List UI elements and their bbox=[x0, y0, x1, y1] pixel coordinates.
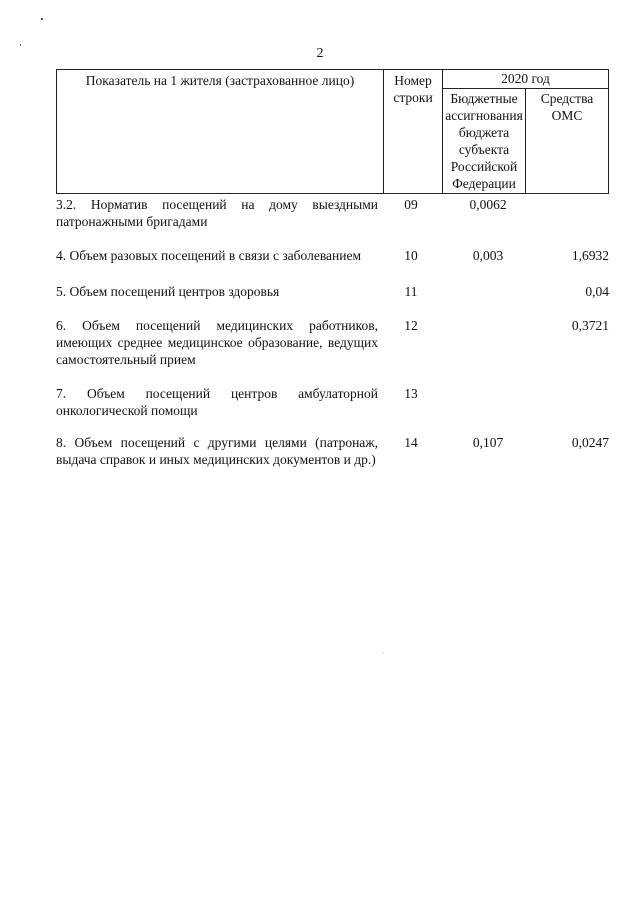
table-row bbox=[56, 385, 609, 419]
scan-speck bbox=[41, 18, 43, 20]
header-row-number: Номер строки bbox=[384, 70, 443, 194]
row-label: 5. Объем посещений центров здоровья bbox=[56, 284, 280, 299]
row-oms-value: 0,0247 bbox=[571, 435, 609, 450]
row-number: 14 bbox=[404, 435, 418, 450]
row-label: 6. Объем посещений медицинских работников, имеющих среднее медицинское образование, ведущих самостоятельный прием bbox=[56, 318, 378, 367]
row-number: 09 bbox=[404, 197, 418, 212]
row-budget-value: 0,003 bbox=[472, 248, 504, 263]
header-oms: Средства ОМС bbox=[526, 89, 609, 194]
row-label: 8. Объем посещений с другими целями (патронаж, выдача справок и иных медицинских документов и др.) bbox=[56, 435, 378, 467]
row-budget-value: 0,107 bbox=[472, 435, 504, 450]
row-oms-value: 0,04 bbox=[585, 284, 609, 299]
row-number: 12 bbox=[404, 318, 418, 333]
row-number: 10 bbox=[404, 248, 418, 263]
page-number: 2 bbox=[316, 46, 324, 61]
row-label: 4. Объем разовых посещений в связи с заболеванием bbox=[56, 248, 361, 263]
header-year: 2020 год bbox=[443, 70, 609, 89]
row-number: 13 bbox=[404, 386, 418, 401]
row-oms-value: 1,6932 bbox=[571, 248, 609, 263]
table-row bbox=[56, 247, 609, 264]
row-oms-value: 0,3721 bbox=[571, 318, 609, 333]
row-budget-value: 0,0062 bbox=[469, 197, 507, 212]
header-indicator: Показатель на 1 жителя (застрахованное лицо) bbox=[57, 70, 384, 194]
row-label: 7. Объем посещений центров амбулаторной онкологической помощи bbox=[56, 386, 378, 418]
table-row bbox=[56, 317, 609, 368]
row-number: 11 bbox=[404, 284, 418, 299]
table-row bbox=[56, 196, 609, 230]
header-budget: Бюджетные ассигнования бюджета субъекта Российской Федерации bbox=[443, 89, 526, 194]
table-body bbox=[56, 196, 609, 484]
table-row bbox=[56, 434, 609, 468]
scan-speck bbox=[383, 652, 384, 653]
row-label: 3.2. Норматив посещений на дому выездными патронажными бригадами bbox=[56, 197, 378, 229]
table-header bbox=[56, 69, 609, 194]
table-row bbox=[56, 283, 609, 300]
